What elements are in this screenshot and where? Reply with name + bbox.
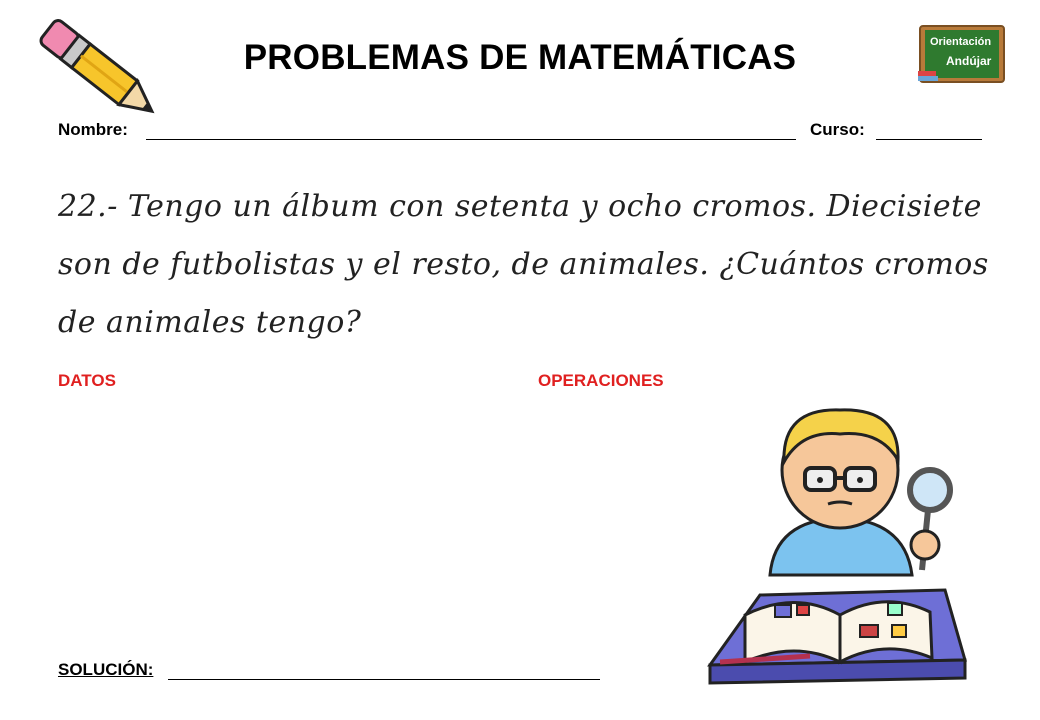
name-field[interactable]: [146, 120, 796, 140]
data-area[interactable]: [58, 400, 498, 640]
course-label: Curso:: [810, 120, 865, 139]
page-title: PROBLEMAS DE MATEMÁTICAS: [243, 38, 797, 77]
logo-line-2: Andújar: [946, 54, 992, 68]
problem-statement: [58, 178, 1008, 352]
data-label: DATOS: [58, 371, 116, 390]
logo-line-1: Orientación: [930, 36, 992, 48]
problem-line-2: son de futbolistas y el resto, de animales. ¿Cuántos cromos: [58, 247, 989, 282]
name-label: Nombre:: [58, 120, 128, 139]
operations-label: OPERACIONES: [538, 371, 664, 390]
problem-line-3: de animales tengo?: [58, 305, 362, 340]
problem-line-1: 22.- Tengo un álbum con setenta y ocho cromos. Diecisiete: [58, 189, 982, 224]
course-field[interactable]: [876, 120, 982, 140]
boy-with-magnifier-illustration: [700, 400, 975, 695]
solution-field[interactable]: [168, 660, 600, 680]
chalkboard-logo: [918, 24, 1006, 82]
solution-label: SOLUCIÓN:: [58, 660, 154, 679]
